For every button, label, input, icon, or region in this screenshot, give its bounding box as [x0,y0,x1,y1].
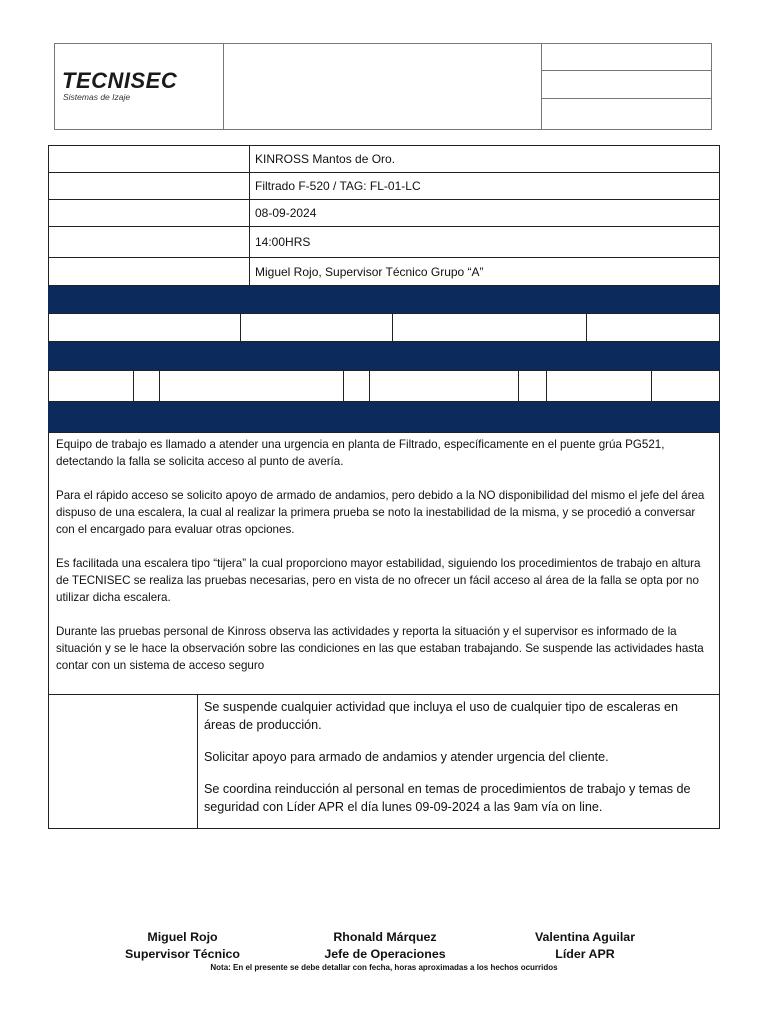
grid-cell [586,313,720,342]
description-paragraph: Durante las pruebas personal de Kinross observa las actividades y reporta la situación y el supervisor es informado de la situación y se le hace la observación sobre las condiciones en las que estaban trabajando. Se suspende las actividades hasta contar con un sistema de acceso seguro [56,625,704,672]
grid-cell [159,370,344,402]
grid-cell [651,370,720,402]
section-band [48,342,720,370]
footer-note: Nota: En el presente se debe detallar con fecha, horas aproximadas a los hechos ocurridos [210,963,558,972]
description-paragraph: Para el rápido acceso se solicito apoyo de armado de andamios, pero debido a la NO disponibilidad del mismo el jefe del área dispuso de una escalera, la cual al realizar la primera prueba se noto la inestabilidad de la misma, y se procedió a conversar con el encargado para evaluar otras opciones. [56,489,705,536]
measure-item: Solicitar apoyo para armado de andamios y atender urgencia del cliente. [204,750,609,764]
grid-cell [48,370,134,402]
signature-name: Rhonald Márquez [333,930,437,944]
logo-brand: TECNISEC [62,68,178,93]
grid-cell [133,370,160,402]
reporter-value: Miguel Rojo, Supervisor Técnico Grupo “A” [255,264,484,279]
info-label-cell [49,200,250,226]
logo-tagline: Sistemas de Izaje [63,92,131,102]
grid-cell [343,370,370,402]
grid-cell [546,370,652,402]
grid-cell [240,313,393,342]
company-logo [62,70,222,102]
equipment-value: Filtrado F-520 / TAG: FL-01-LC [255,179,421,193]
info-label-cell [49,258,250,285]
signature-role: Supervisor Técnico [125,947,240,961]
info-label-cell [49,173,250,199]
grid-cell [392,313,587,342]
header-divider [541,43,542,130]
time-value: 14:00HRS [255,235,311,249]
header-divider [541,70,712,71]
info-label-cell [49,146,250,172]
signature-block [110,929,255,963]
info-row-equipment [48,172,720,200]
header-divider [223,43,224,130]
signature-block [510,929,660,963]
measures-label-cell [49,695,198,828]
signature-name: Miguel Rojo [147,930,218,944]
section-band [48,402,720,432]
description-paragraph: Es facilitada una escalera tipo “tijera” la cual proporciono mayor estabilidad, siguiendo los procedimientos de trabajo en altura de TECNISEC se realiza las pruebas necesarias, pero en vista de no ofrecer un fácil acceso al área de la falla se opta por no utilizar dicha escalera. [56,557,701,604]
incident-description [48,432,720,695]
signature-role: Líder APR [555,947,615,961]
signature-block [310,929,460,963]
grid-cell [48,313,241,342]
corrective-measures [48,694,720,829]
info-row-reporter [48,257,720,286]
measures-list [204,698,711,830]
measure-item: Se coordina reinducción al personal en temas de procedimientos de trabajo y temas de seguridad con Líder APR el día lunes 09-09-2024 a las 9am vía on line. [204,782,691,814]
signature-role: Jefe de Operaciones [324,947,446,961]
info-row-date [48,199,720,227]
info-label-cell [49,227,250,257]
header-divider [541,98,712,99]
info-row-time [48,226,720,258]
client-value: KINROSS Mantos de Oro. [255,152,396,166]
grid-cell [369,370,519,402]
section-band [48,286,720,313]
signature-name: Valentina Aguilar [534,930,636,944]
grid-cell [518,370,547,402]
date-value: 08-09-2024 [255,206,317,220]
info-row-client [48,145,720,173]
description-paragraph: Equipo de trabajo es llamado a atender una urgencia en planta de Filtrado, específicamente en el puente grúa PG521, detectando la falla se solicita acceso al punto de avería. [56,438,665,468]
measure-item: Se suspende cualquier actividad que incluya el uso de cualquier tipo de escaleras en áreas de producción. [204,700,678,732]
